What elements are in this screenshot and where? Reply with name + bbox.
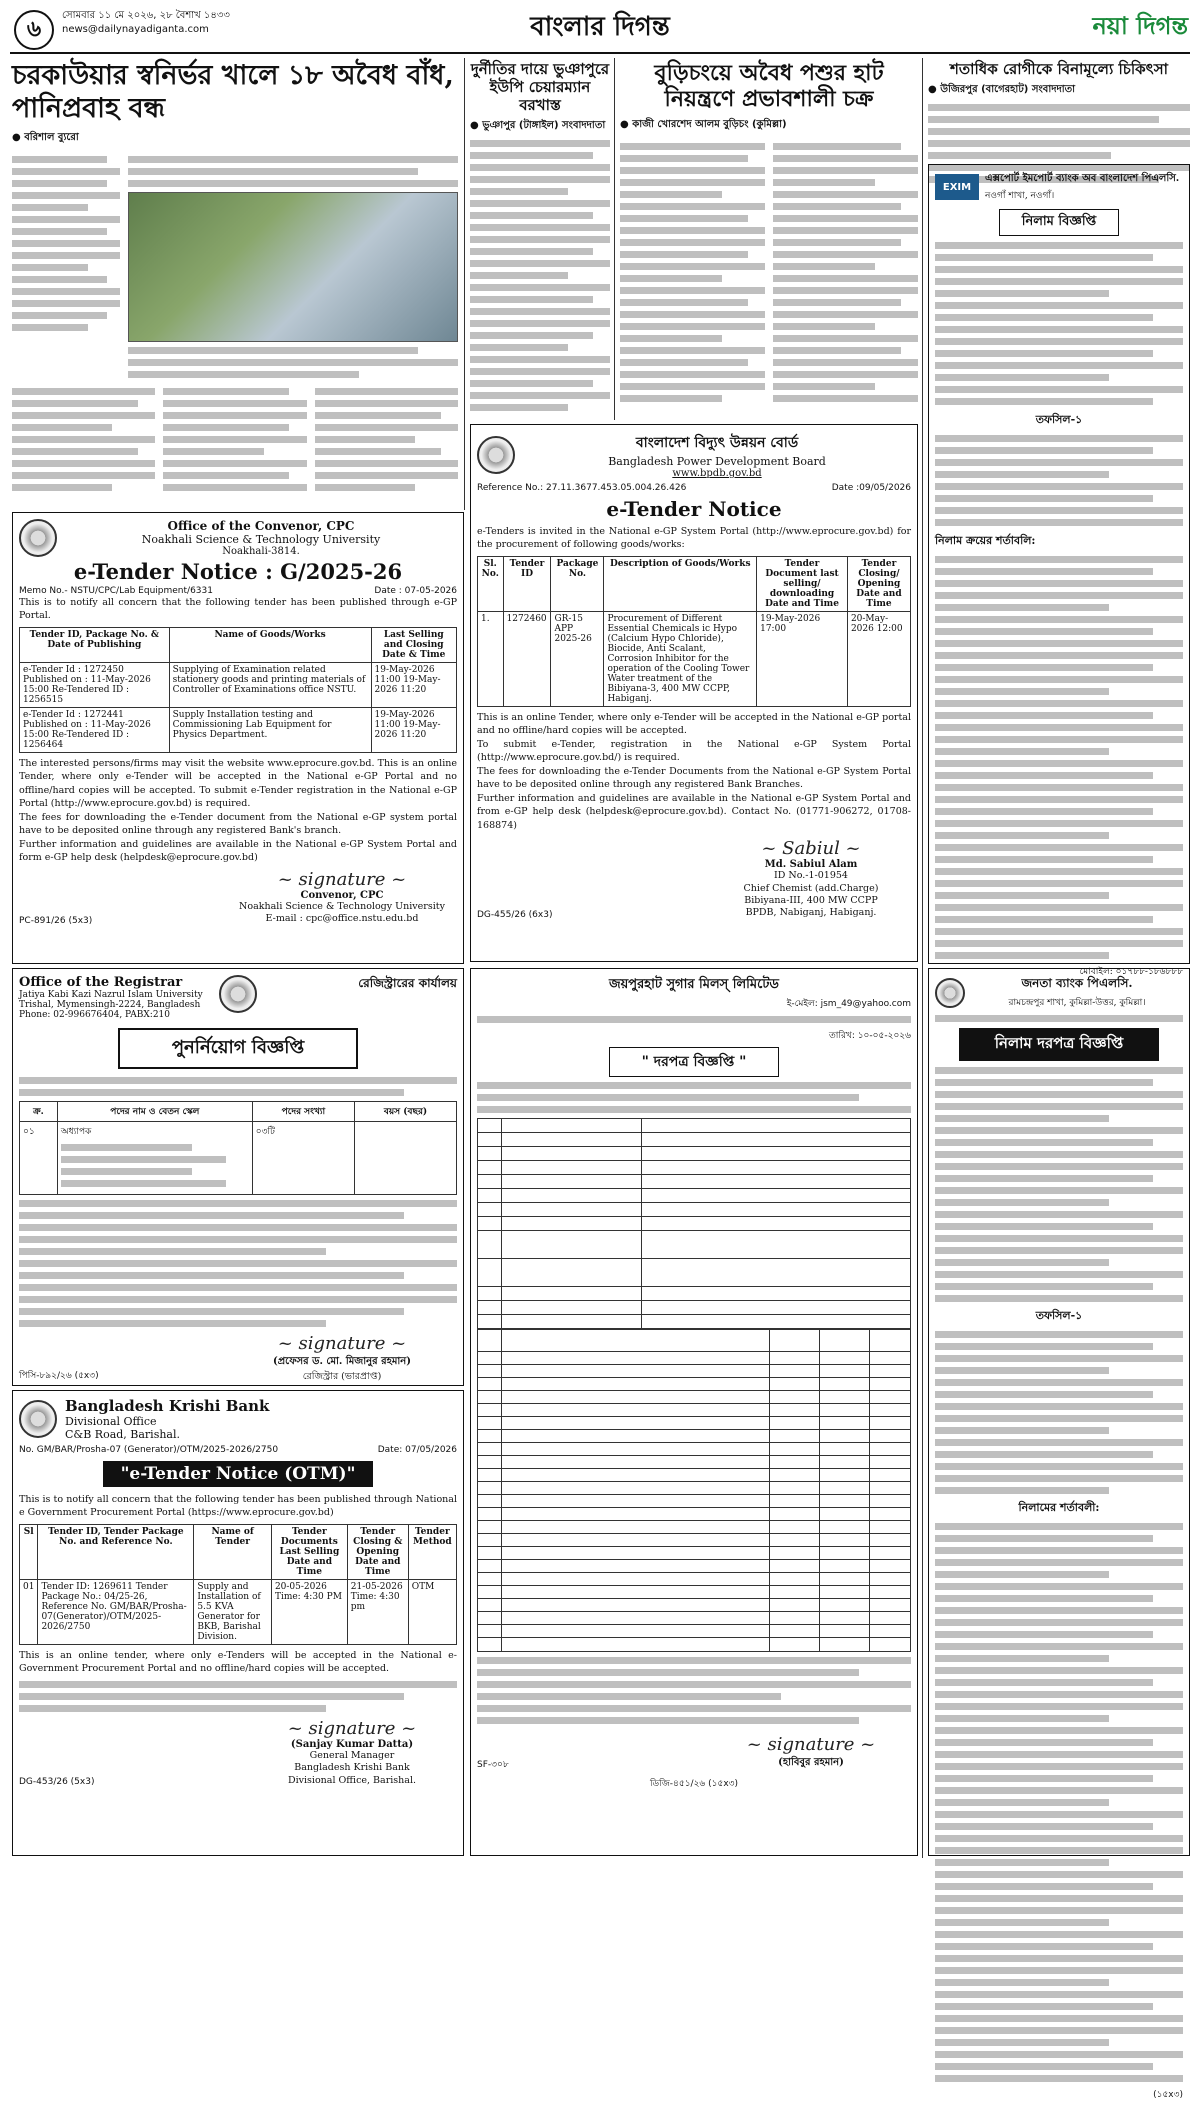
table-row bbox=[20, 1122, 457, 1195]
col-header: Name of Tender bbox=[194, 1524, 272, 1579]
jkkniu-address: Trishal, Mymensingh-2224, Bangladesh bbox=[19, 1000, 201, 1010]
table-cell: ০৩টি bbox=[252, 1122, 354, 1195]
col-header: Tender Method bbox=[408, 1524, 456, 1579]
col-header: Description of Goods/Works bbox=[604, 556, 757, 611]
nstu-city: Noakhali-3814. bbox=[222, 546, 300, 557]
exim-branch: নওগাঁ শাখা, নওগাঁ। bbox=[985, 191, 1055, 201]
header-email[interactable]: news@dailynayadiganta.com bbox=[62, 24, 209, 35]
jkkniu-reappointment-ad bbox=[12, 968, 464, 1386]
exim-terms-label: নিলাম ক্রয়ের শর্তাবলি: bbox=[935, 534, 1036, 547]
column-rule bbox=[464, 58, 465, 510]
table-cell: 1. bbox=[478, 611, 504, 706]
nstu-date: Date : 07-05-2026 bbox=[374, 586, 457, 596]
jkkniu-signature: ~ signature ~ bbox=[277, 1333, 407, 1354]
bpdb-website[interactable]: www.bpdb.gov.bd bbox=[672, 468, 762, 479]
table-header-row bbox=[20, 627, 457, 662]
page-number: ৬ bbox=[14, 10, 54, 50]
lead-photo bbox=[128, 192, 458, 342]
bkb-intro: This is to notify all concern that the following tender has been published through National e Government Procurement Portal (https://www.eprocure.gov.bd) bbox=[19, 1494, 457, 1519]
table-row bbox=[20, 707, 457, 752]
jkkniu-signatory-title: রেজিস্ট্রার (ভারপ্রাপ্ত) bbox=[302, 1371, 382, 1382]
col-header: Tender ID, Package No. & Date of Publishing bbox=[20, 627, 170, 662]
header-date: সোমবার ১১ মে ২০২৬, ২৮ বৈশাখ ১৪৩৩ bbox=[62, 10, 230, 21]
bkb-signatory-title: General Manager bbox=[309, 1749, 395, 1761]
jkkniu-post-table bbox=[19, 1101, 457, 1195]
story-chairman bbox=[470, 60, 610, 420]
bpdb-tender-table bbox=[477, 556, 911, 707]
table-header-row bbox=[478, 556, 911, 611]
bkb-tender-table bbox=[19, 1524, 457, 1645]
bkb-signatory-office: Divisional Office, Barishal. bbox=[287, 1774, 417, 1786]
table-cell: Procurement of Different Essential Chemicals ic Hypo (Calcium Hypo Chloride), Biocide, Anti Scalant, Corrosion Inhibitor for the operation of the Cooling Tower Water treatment of the Bibiyana-3, 400 MW CCPP, Habiganj. bbox=[604, 611, 757, 706]
col-header: Package No. bbox=[551, 556, 604, 611]
exim-bank-name: এক্সপোর্ট ইমপোর্ট ব্যাংক অব বাংলাদেশ পিএলসি. bbox=[985, 173, 1180, 184]
nstu-intro: This is to notify all concern that the following tender has been published through e-GP Portal. bbox=[19, 597, 457, 622]
table-cell: OTM bbox=[408, 1579, 456, 1644]
bpdb-signatory-name: Md. Sabiul Alam bbox=[764, 859, 858, 871]
col-header: বয়স (বছর) bbox=[355, 1102, 457, 1122]
col-header: Sl bbox=[20, 1524, 38, 1579]
col-header: Tender Closing & Opening Date and Time bbox=[347, 1524, 408, 1579]
story-free-treatment bbox=[928, 60, 1190, 160]
table-cell: Supplying of Examination related stationery goods and printing materials of Controller of Examinations office NSTU. bbox=[169, 662, 371, 707]
sugar-mills-title: " দরপত্র বিজ্ঞপ্তি " bbox=[609, 1047, 779, 1077]
column-rule bbox=[614, 58, 615, 420]
bkb-signatory-name: (Sanjay Kumar Datta) bbox=[290, 1738, 414, 1750]
jkkniu-seal-icon bbox=[219, 975, 257, 1013]
janata-notice-title: নিলাম দরপত্র বিজ্ঞপ্তি bbox=[959, 1028, 1159, 1061]
nstu-tender-table bbox=[19, 627, 457, 753]
bkb-signatory-org: Bangladesh Krishi Bank bbox=[294, 1762, 410, 1774]
col-header: Tender Document last selling/ downloading Date and Time bbox=[757, 556, 848, 611]
nstu-note-1: The interested persons/firms may visit the website www.eprocure.gov.bd. This is an online Tender, where only e-Tender will be accepted in the National e-GP Portal and no offline/hard copies will be accepted. To submit e-Tender registration in the National e-GP Portal (http://www.eprocure.gov.bd) is required. bbox=[19, 757, 457, 810]
story-cattle-market bbox=[620, 60, 918, 420]
table-cell: 21-05-2026 Time: 4:30 pm bbox=[347, 1579, 408, 1644]
table-cell: 01 bbox=[20, 1579, 38, 1644]
nstu-note-3: Further information and guidelines are available in the National e-GP System Portal and form e-GP help desk (helpdesk@eprocure.gov.bd) bbox=[19, 838, 457, 864]
exim-notice-title: নিলাম বিজ্ঞপ্তি bbox=[999, 209, 1119, 236]
exim-schedule-label: তফসিল-১ bbox=[1035, 413, 1083, 426]
table-cell: 19-May-2026 17:00 bbox=[757, 611, 848, 706]
page-header bbox=[0, 0, 1200, 56]
janata-branch: রামচন্দ্রপুর শাখা, কুমিল্লা-উত্তর, কুমিল্লা। bbox=[1008, 998, 1146, 1008]
bpdb-reference: Reference No.: 27.11.3677.453.05.004.26.426 bbox=[477, 483, 687, 493]
lead-headline: চরকাউয়ার স্বনির্ভর খালে ১৮ অবৈধ বাঁধ, পানিপ্রবাহ বন্ধ bbox=[12, 60, 454, 124]
bpdb-note-3: The fees for downloading the e-Tender Documents from the National e-GP System Portal have to be deposited online through any registered Bank Branches. bbox=[477, 765, 911, 791]
jkkniu-university: Jatiya Kabi Kazi Nazrul Islam University bbox=[19, 990, 203, 1000]
bkb-office: Divisional Office bbox=[65, 1415, 157, 1428]
section-title: বাংলার দিগন্ত bbox=[530, 12, 670, 42]
story-chairman-headline: দুর্নীতির দায়ে ভুঞাপুরে ইউপি চেয়ারম্যান বরখাস্ত bbox=[470, 60, 610, 114]
exim-auction-ad bbox=[928, 164, 1190, 977]
nstu-signatory-email[interactable]: E-mail : cpc@office.nstu.edu.bd bbox=[265, 913, 419, 925]
bpdb-ad-code: DG-455/26 (6x3) bbox=[477, 909, 553, 920]
jkkniu-title: পুনর্নিয়োগ বিজ্ঞপ্তি bbox=[118, 1028, 358, 1069]
nstu-signatory-title: Convenor, CPC bbox=[300, 889, 384, 901]
table-cell bbox=[57, 1122, 252, 1195]
nstu-title: e-Tender Notice : G/2025-26 bbox=[73, 559, 403, 584]
table-cell: ০১ bbox=[20, 1122, 58, 1195]
bpdb-note-1: This is an online Tender, where only e-Tender will be accepted in the National e-GP portal and no offline/hard copies will be accepted. bbox=[477, 711, 911, 737]
table-cell: 19-May-2026 11:00 19-May-2026 11:20 bbox=[371, 707, 457, 752]
exim-footer: মোবাইল: ০১৭৮৮-১৮৬৮৮৮ bbox=[1079, 967, 1183, 977]
col-header: Tender Closing/ Opening Date and Time bbox=[847, 556, 910, 611]
nstu-ad-code: PC-891/26 (5x3) bbox=[19, 915, 93, 926]
table-cell: 1272460 bbox=[503, 611, 551, 706]
bpdb-intro: e-Tenders is invited in the National e-GP System Portal (http://www.eprocure.gov.bd) for the procurement of following goods/works: bbox=[477, 526, 911, 551]
bpdb-signatory-plant: Bibiyana-III, 400 MW CCPP bbox=[744, 895, 878, 907]
bkb-reference: No. GM/BAR/Prosha-07 (Generator)/OTM/2025-2026/2750 bbox=[19, 1445, 279, 1455]
jkkniu-office-bn: রেজিস্ট্রারের কার্যালয় bbox=[358, 976, 457, 990]
col-header: Tender Documents Last Selling Date and Time bbox=[271, 1524, 347, 1579]
bpdb-note-4: Further information and guidelines are available in the National e-GP System Portal and from e-GP help desk (helpdesk@eprocure.gov.bd). Contact No. (01771-906272, 01708-168874) bbox=[477, 792, 911, 831]
table-cell: Tender ID: 1269611 Tender Package No.: 04/25-26, Reference No. GM/BAR/Prosha-07(Generator)/OTM/2025-2026/2750 bbox=[38, 1579, 194, 1644]
sugar-mills-items bbox=[477, 1330, 911, 1652]
table-cell: Supply Installation testing and Commissioning Lab Equipment for Physics Department. bbox=[169, 707, 371, 752]
sugar-mills-signatory-name: (হাবিবুর রহমান) bbox=[778, 1757, 844, 1768]
story-cattle-byline: ● কাজী খোরশেদ আলম বুড়িচং (কুমিল্লা) bbox=[620, 118, 787, 130]
nstu-signature: ~ signature ~ bbox=[277, 868, 407, 890]
sugar-mills-tender-ad bbox=[470, 968, 918, 1856]
bpdb-date: Date :09/05/2026 bbox=[831, 483, 911, 493]
bkb-tender-ad bbox=[12, 1390, 464, 1856]
lead-byline: ● বরিশাল ব্যুরো bbox=[12, 131, 79, 143]
janata-bank-name: জনতা ব্যাংক পিএলসি. bbox=[1021, 976, 1133, 990]
col-header: ক্র. bbox=[20, 1102, 58, 1122]
bpdb-seal-icon bbox=[477, 436, 515, 474]
sugar-mills-grid bbox=[477, 1118, 911, 1330]
table-cell bbox=[355, 1122, 457, 1195]
janata-schedule-label: তফসিল-১ bbox=[1035, 1309, 1083, 1322]
bpdb-tender-ad bbox=[470, 424, 918, 962]
nstu-tender-ad bbox=[12, 512, 464, 964]
nstu-university: Noakhali Science & Technology University bbox=[141, 533, 381, 546]
bpdb-name-en: Bangladesh Power Development Board bbox=[608, 455, 826, 468]
col-header: Last Selling and Closing Date & Time bbox=[371, 627, 457, 662]
col-header: পদের নাম ও বেতন স্কেল bbox=[57, 1102, 252, 1122]
story-cattle-headline: বুড়িচংয়ে অবৈধ পশুর হাট নিয়ন্ত্রণে প্রভাবশালী চক্র bbox=[654, 60, 884, 113]
bkb-name: Bangladesh Krishi Bank bbox=[65, 1397, 270, 1415]
bpdb-note-2: To submit e-Tender, registration in the National e-GP System Portal (http://www.eprocure.gov.bd/) is required. bbox=[477, 738, 911, 764]
jkkniu-phone: Phone: 02-996676404, PABX:210 bbox=[19, 1010, 170, 1020]
table-header-row bbox=[20, 1102, 457, 1122]
table-cell: e-Tender Id : 1272441 Published on : 11-May-2026 15:00 Re-Tendered ID : 1256464 bbox=[20, 707, 170, 752]
bkb-seal-icon bbox=[19, 1400, 57, 1438]
table-row bbox=[20, 1579, 457, 1644]
story-treatment-headline: শতাধিক রোগীকে বিনামূল্যে চিকিৎসা bbox=[950, 60, 1168, 78]
col-header: Name of Goods/Works bbox=[169, 627, 371, 662]
bkb-title: "e-Tender Notice (OTM)" bbox=[103, 1461, 373, 1487]
bpdb-name-bn: বাংলাদেশ বিদ্যুৎ উন্নয়ন বোর্ড bbox=[635, 435, 799, 451]
table-cell: GR-15 APP 2025-26 bbox=[551, 611, 604, 706]
table-cell: Supply and Installation of 5.5 KVA Generator for BKB, Barishal Division. bbox=[194, 1579, 272, 1644]
sugar-mills-email[interactable]: ই-মেইল: jsm_49@yahoo.com bbox=[786, 999, 911, 1009]
header-rule bbox=[10, 52, 1190, 54]
table-row bbox=[20, 662, 457, 707]
col-header: পদের সংখ্যা bbox=[252, 1102, 354, 1122]
sugar-mills-name: জয়পুরহাট সুগার মিলস্ লিমিটেড bbox=[609, 977, 779, 992]
table-header-row bbox=[20, 1524, 457, 1579]
bkb-ad-code: DG-453/26 (5x3) bbox=[19, 1776, 95, 1787]
table-cell: 19-May-2026 11:00 19-May-2026 11:20 bbox=[371, 662, 457, 707]
lead-story bbox=[12, 60, 458, 508]
janata-code: (১৫x৩) bbox=[1153, 2090, 1183, 2100]
exim-logo: EXIM bbox=[935, 174, 979, 200]
bkb-signature: ~ signature ~ bbox=[287, 1717, 417, 1739]
table-cell: 20-05-2026 Time: 4:30 PM bbox=[271, 1579, 347, 1644]
bpdb-signatory-org: BPDB, Nabiganj, Habiganj. bbox=[745, 907, 877, 919]
nstu-seal-icon bbox=[19, 519, 57, 557]
story-treatment-byline: ● উজিরপুর (বাগেরহাট) সংবাদদাতা bbox=[928, 84, 1076, 95]
table-row bbox=[478, 611, 911, 706]
post-name: অধ্যাপক bbox=[60, 1127, 92, 1137]
sugar-mills-signature: ~ signature ~ bbox=[746, 1734, 876, 1755]
table-cell: 20-May-2026 12:00 bbox=[847, 611, 910, 706]
col-header: Tender ID, Tender Package No. and Reference No. bbox=[38, 1524, 194, 1579]
sugar-mills-date: তারিখ: ১০-০৫-২০২৬ bbox=[829, 1031, 911, 1041]
bpdb-signatory-title: Chief Chemist (add.Charge) bbox=[743, 882, 879, 894]
janata-auction-ad bbox=[928, 968, 1190, 2100]
bpdb-signatory-id: ID No.-1-01954 bbox=[774, 870, 848, 882]
janata-terms-label: নিলামের শর্তাবলী: bbox=[1018, 1501, 1100, 1514]
newspaper-logo: নয়া দিগন্ত bbox=[1092, 12, 1188, 40]
nstu-memo: Memo No.- NSTU/CPC/Lab Equipment/6331 bbox=[19, 586, 213, 596]
bkb-date: Date: 07/05/2026 bbox=[377, 1445, 457, 1455]
bkb-note: This is an online tender, where only e-Tenders will be accepted in the National e-Government Procurement Portal and no offline/hard copies will be accepted. bbox=[19, 1649, 457, 1675]
janata-logo-icon bbox=[935, 978, 965, 1008]
column-rule bbox=[922, 58, 923, 1858]
jkkniu-signatory-name: (প্রফেসর ড. মো. মিজানুর রহমান) bbox=[272, 1356, 412, 1367]
nstu-signatory-org: Noakhali Science & Technology University bbox=[239, 900, 445, 912]
bpdb-title: e-Tender Notice bbox=[606, 497, 782, 521]
col-header: Tender ID bbox=[503, 556, 551, 611]
story-chairman-byline: ● ভুঞাপুর (টাঙ্গাইল) সংবাদদাতা bbox=[470, 120, 606, 131]
bpdb-signature: ~ Sabiul ~ bbox=[761, 838, 861, 860]
col-header: Sl. No. bbox=[478, 556, 504, 611]
sugar-mills-code-2: ডিজি-৪৫১/২৬ (১৫x৩) bbox=[649, 1779, 739, 1789]
table-cell: e-Tender Id : 1272450 Published on : 11-May-2026 15:00 Re-Tendered ID : 1256515 bbox=[20, 662, 170, 707]
sugar-mills-code: SF-৩০৮ bbox=[477, 1760, 509, 1770]
nstu-office: Office of the Convenor, CPC bbox=[167, 519, 355, 533]
jkkniu-ad-code: পিসি-৮৯২/২৬ (৫x৩) bbox=[19, 1371, 99, 1382]
bkb-city: C&B Road, Barishal. bbox=[65, 1428, 181, 1441]
nstu-note-2: The fees for downloading the e-Tender document from the National e-GP system portal have to be deposited online through any registered Bank's branch. bbox=[19, 811, 457, 837]
jkkniu-office: Office of the Registrar bbox=[19, 975, 183, 990]
